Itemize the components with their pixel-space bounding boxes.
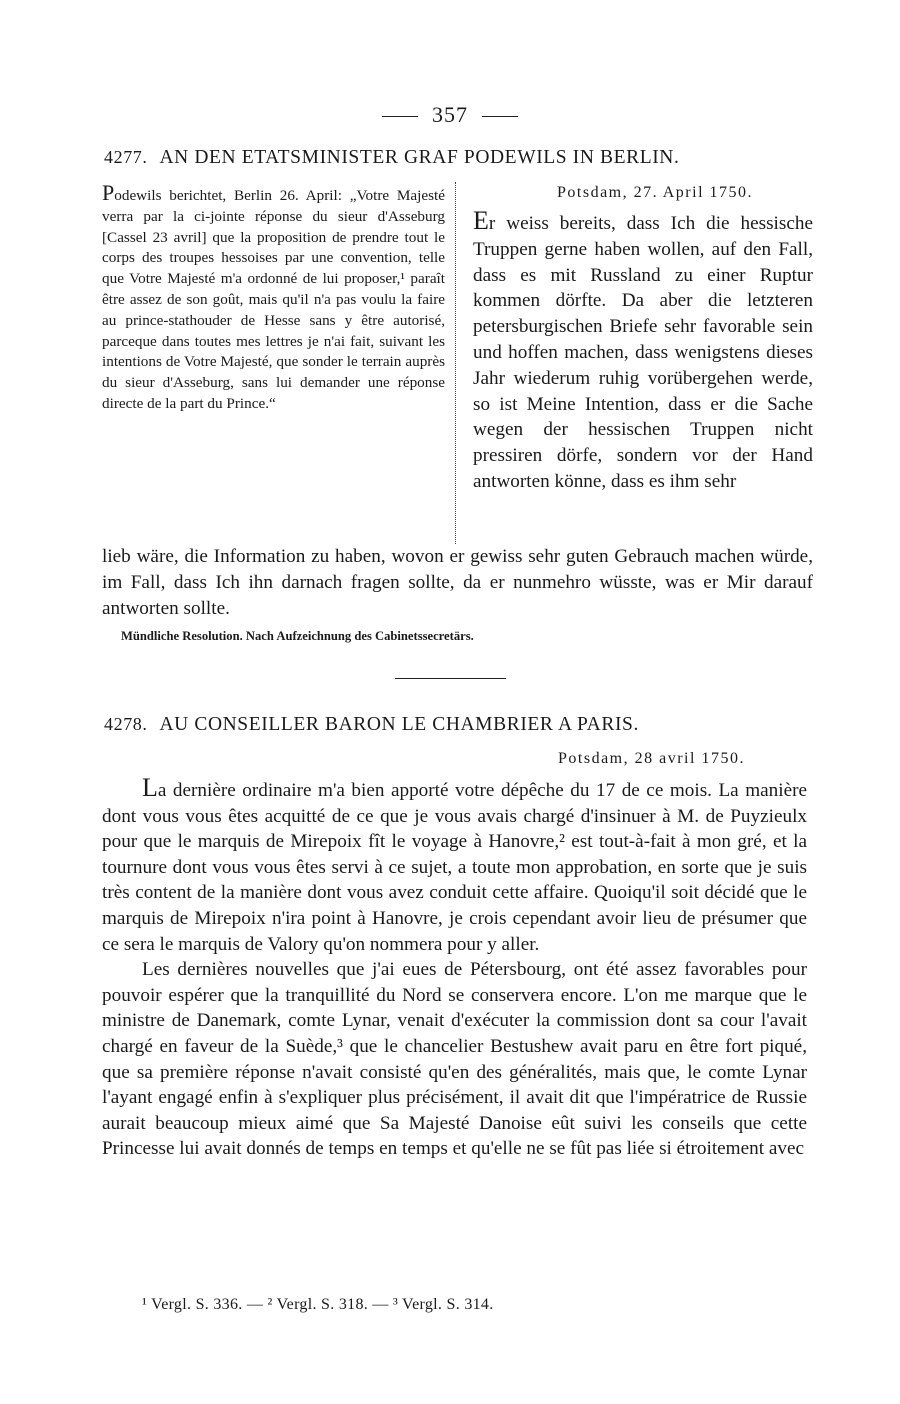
letter-4277-heading [104, 147, 824, 169]
letter-4278-body [102, 775, 807, 1162]
letter-4278-paragraph-1 [102, 775, 807, 957]
letter-4278-dateline: Potsdam, 28 avril 1750. [558, 750, 745, 767]
body-wide-text: lieb wäre, die Information zu haben, wovon er gewiss sehr guten Gebrauch machen würde, im Fall, dass Ich ihn darnach fragen sollte, da er nunmehro wüsste, was er Mir darauf antworten sollte. [102, 546, 813, 619]
summary-lead: odewils berichtet, Berlin 26. April: [114, 187, 342, 204]
paragraph-1-text: a dernière ordinaire m'a bien apporté votre dépêche du 17 de ce mois. La manière dont vous vous êtes acquitté de ce que je vous avais chargé d'insinuer à M. de Puyzieulx pour que le marquis de Mirepoix fît le voyage à Hanovre,² est tout-à-fait à mon gré, et la tournure dont vous vous êtes servi à ce sujet, a toute mon approbation, en sorte que je suis très content de la manière dont vous avez conduit cette affaire. Quoiqu'il soit décidé que le marquis de Mirepoix n'ira point à Hanovre, je crois cependant avoir lieu de présumer que ce sera le marquis de Valory qu'on nommera pour y aller. [102, 780, 807, 955]
letter-4278-paragraph-2: Les dernières nouvelles que j'ai eues de Pétersbourg, ont été assez favorables pour pouvoir espérer que la tranquillité du Nord se conservera encore. L'on me marque que le ministre de Danemark, comte Lynar, venait d'exécuter la commission dont sa cour l'avait chargé en faveur de la Suède,³ que le chancelier Bestushew avait paru en être fort piqué, que sa première réponse n'avait consisté qu'en des généralités, mais que, le comte Lynar l'ayant engagé enfin à s'expliquer plus précisément, il avait dit que l'impératrice de Russie aurait beaucoup mieux aimé que Sa Majesté Danoise eût suivi les conseils que cette Princesse lui avait donnés de temps en temps et qu'elle ne se fût pas liée si étroitement avec [102, 959, 807, 1160]
column-divider [455, 182, 456, 544]
letter-4277-body-right [473, 208, 813, 495]
section-separator [395, 678, 506, 679]
body-initial: E [473, 206, 489, 235]
page-number-rule-left [382, 116, 418, 117]
footnotes: ¹ Vergl. S. 336. — ² Vergl. S. 318. — ³ Vergl. S. 314. [142, 1296, 494, 1313]
summary-initial: P [102, 180, 115, 205]
paragraph-initial: L [142, 773, 158, 802]
page-number-rule-right [482, 116, 518, 117]
body-right-text: r weiss bereits, dass Ich die hessische Truppen gerne haben wollen, auf den Fall, dass es mit Russland zu einer Ruptur kommen dörfte. Da aber die letzteren petersburgischen Briefe sehr favorable sein und hoffen machen, dass wenigstens dieses Jahr wiederum ruhig vorübergehen werde, so ist Meine Intention, dass er die Sache wegen der hessischen Truppen nicht pressiren dörfe, sondern vor der Hand antworten könne, dass es ihm sehr [473, 213, 813, 492]
letter-4277-summary [102, 180, 445, 415]
letter-4278-heading [104, 714, 824, 736]
letter-4278-number: 4278. [104, 714, 148, 734]
letter-4277-dateline: Potsdam, 27. April 1750. [557, 184, 754, 201]
letter-4277-note: Mündliche Resolution. Nach Aufzeichnung des Cabinetssecretärs. [121, 629, 474, 643]
page-number [0, 102, 900, 128]
letter-4277-body-wide [102, 544, 813, 621]
letter-4277-number: 4277. [104, 147, 148, 167]
summary-quote: „Votre Majesté verra par la ci-jointe réponse du sieur d'Asseburg [Cassel 23 avril] que la proposition de prendre tout le corps des troupes hessoises par une convention, telle que Votre Majesté m'a ordonné de lui proposer,¹ paraît être assez de son goût, mais qu'il n'a pas voulu la faire au prince-stathouder de Hesse sans y être autorisé, parceque dans toutes mes lettres je n'ai fait, suivant les intentions de Votre Majesté, que sonder le terrain auprès du sieur d'Asseburg, sans lui demander une réponse directe de la part du Prince.“ [102, 187, 445, 412]
letter-4278-title: AU CONSEILLER BARON LE CHAMBRIER A PARIS. [159, 714, 639, 735]
letter-4277-title: AN DEN ETATSMINISTER GRAF PODEWILS IN BERLIN. [159, 147, 680, 168]
page-number-text: 357 [432, 102, 468, 127]
